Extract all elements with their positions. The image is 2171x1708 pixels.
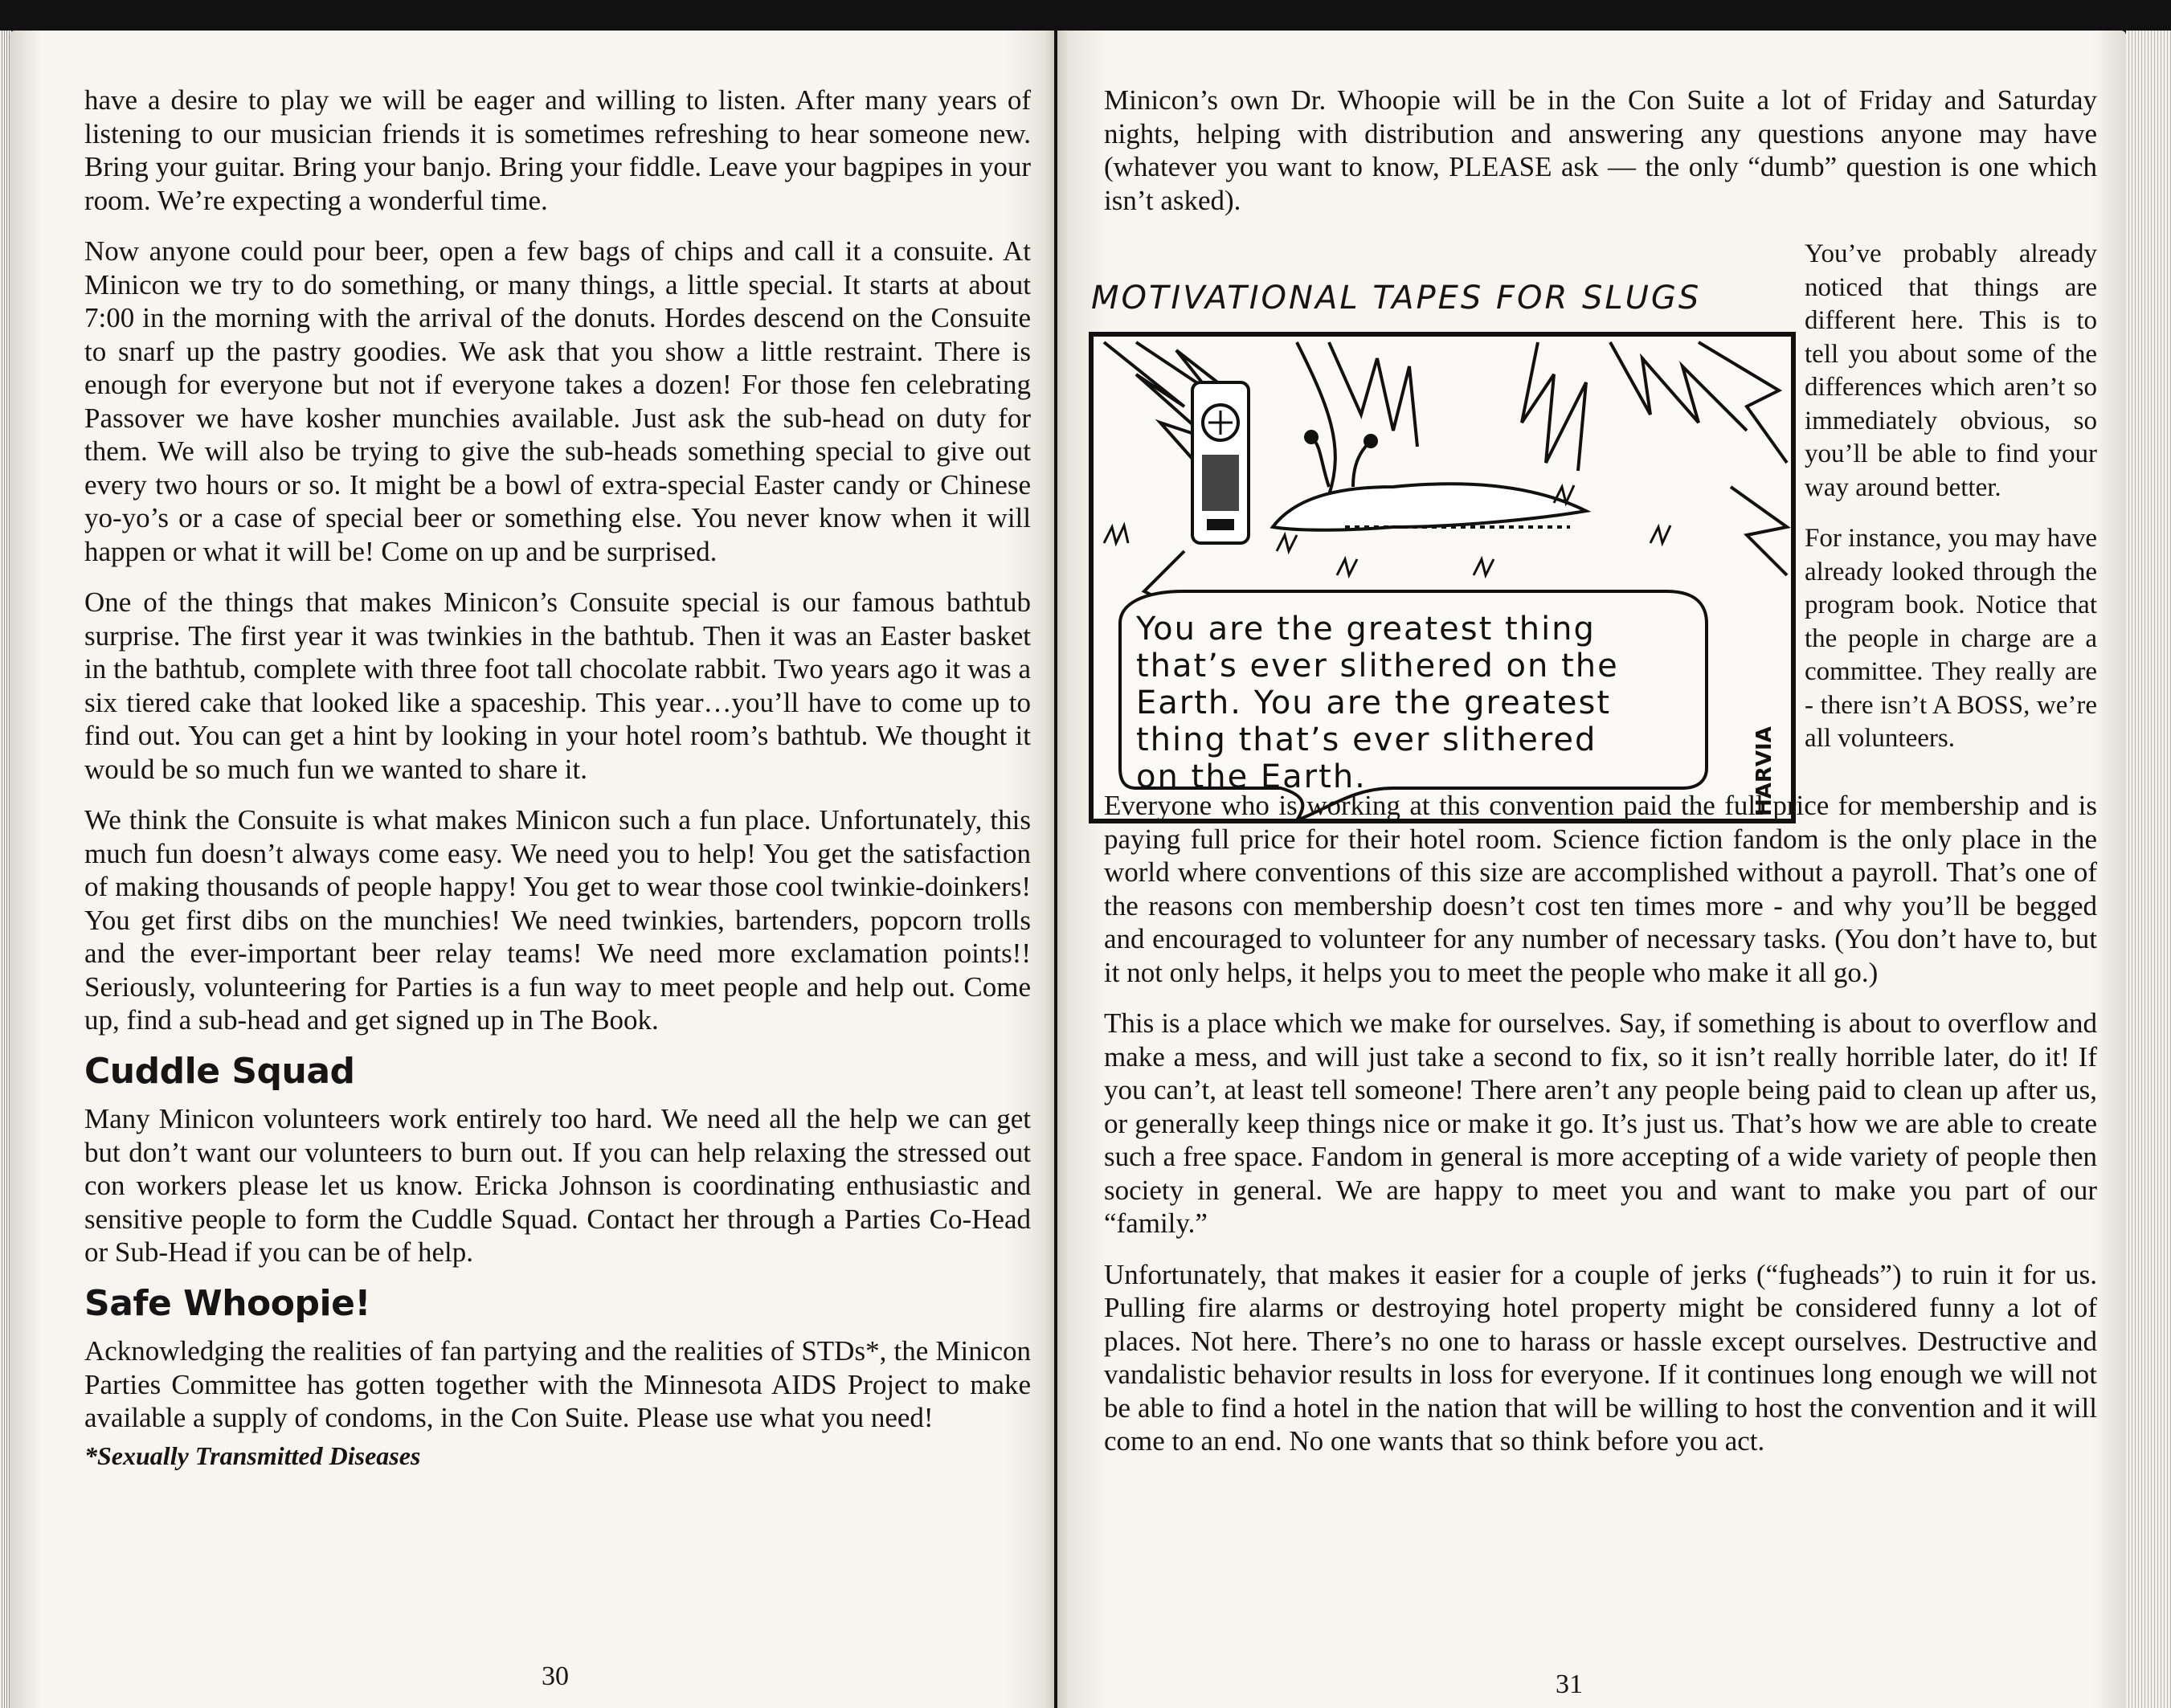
paragraph-dr-whoopie: Minicon’s own Dr. Whoopie will be in the Con Suite a lot of Friday and Saturday nights, helping with distribution and answering any questions anyone may have (whatever you want to know, PLEASE ask — the only “dumb” question is one which isn’t asked). xyxy=(1104,84,2097,216)
speech-line-4: thing that’s ever slithered xyxy=(1136,721,1597,758)
speech-line-2: that’s ever slithered on the xyxy=(1136,648,1619,684)
speech-line-3: Earth. You are the greatest xyxy=(1136,684,1612,721)
paragraph-our-place: This is a place which we make for ourselves. Say, if something is about to overflow and make a mess, and will just take a second to fix, so it isn’t really horrible later, do it! If you can’t, at least tell someone! There aren’t any people being paid to clean up after us, or generally keep things nice or make it go. It’s just us. That’s how we are able to create such a free space. Fandom in general is more accepting of a wide variety of people then society in general. We are happy to meet you and want to make you part of our “family.” xyxy=(1104,1007,2097,1239)
right-intro-column xyxy=(1104,84,2097,235)
footnote: *Sexually Transmitted Diseases xyxy=(84,1440,421,1470)
heading-safe-whoopie: Safe Whoopie! xyxy=(84,1282,370,1324)
paragraph-music: have a desire to play we will be eager and willing to listen. After many years of listening to our musician friends it is sometimes refreshing to hear someone new. Bring your guitar. Bring your banjo. Bring your fiddle. Leave your bagpipes in your room. We’re expecting a wonderful time. xyxy=(84,84,1031,216)
paragraph-committee: For instance, you may have already looked through the program book. Notice that the people in charge are a committee. They really are - there isn’t A BOSS, we’re all volunteers. xyxy=(1805,524,2097,753)
right-bottom-column xyxy=(1104,789,2097,1476)
speech-line-5: on the Earth. xyxy=(1136,758,1367,795)
paragraph-differences: You’ve probably already noticed that things are different here. This is to tell you about some of the differences which aren’t so immediately obvious, so you’ll be able to find your way around better. xyxy=(1805,239,2097,502)
speech-line-1: You are the greatest thing xyxy=(1136,611,1596,648)
heading-cuddle-squad: Cuddle Squad xyxy=(84,1050,355,1092)
paragraph-safe-whoopie: Acknowledging the realities of fan partying and the realities of STDs*, the Minicon Parties Committee has gotten together with the Minnesota AIDS Project to make available a supply of condoms, in the Con Suite. Please use what you need! xyxy=(84,1335,1031,1433)
right-page xyxy=(1057,31,2126,1708)
paragraph-volunteer: We think the Consuite is what makes Minicon such a fun place. Unfortunately, this much fun doesn’t always come easy. We need you to help! You get the satisfaction of making thousands of people happy! You get to wear those cool twinkie-doinkers! You get first dibs on the munchies! We need twinkies, bartenders, popcorn trolls and the ever-important beer relay teams! We need more exclamation points!! Seriously, volunteering for Parties is a fun way to meet people and help out. Come up, find a sub-head and get signed up in The Book. xyxy=(84,804,1031,1036)
left-page xyxy=(10,31,1054,1708)
slug-comic xyxy=(1088,286,1797,824)
page-number-left: 30 xyxy=(542,1661,569,1691)
page-number-right: 31 xyxy=(1556,1669,1583,1699)
left-column xyxy=(84,84,1031,1473)
tape-player-icon xyxy=(1192,382,1249,543)
right-side-column xyxy=(1805,238,2097,774)
comic-title: MOTIVATIONAL TAPES FOR SLUGS xyxy=(1091,280,1702,317)
paragraph-membership: Everyone who is working at this convention paid the full price for membership and is paying full price for their hotel room. Science fiction fandom is the only place in the world where conventions of this size are accomplished without a payroll. That’s one of the reasons con membership doesn’t cost ten times more - and why you’ll be begged and encouraged to volunteer for any number of necessary tasks. (You don’t have to, but it not only helps, it helps you to meet the people who make it all go.) xyxy=(1104,790,2097,988)
paragraph-cuddle-squad: Many Minicon volunteers work entirely too hard. We need all the help we can get but don’t want our volunteers to burn out. If you can help relaxing the stressed out con workers please let us know. Ericka Johnson is coordinating enthusiastic and sensitive people to form the Cuddle Squad. Contact her through a Parties Co-Head or Sub-Head if you can be of help. xyxy=(84,1103,1031,1268)
paragraph-consuite: Now anyone could pour beer, open a few bags of chips and call it a consuite. At Minicon we try to do something, or many things, a little special. It starts at about 7:00 in the morning with the arrival of the donuts. Hordes descend on the Consuite to snarf up the pastry goodies. We ask that you show a little restraint. There is enough for everyone but not if everyone takes a dozen! For those fen celebrating Passover we have kosher munchies available. Just ask the sub-head on duty for them. We will also be trying to give the sub-heads something special to give out every two hours or so. It might be a bowl of extra-special Easter candy or Chinese yo-yo’s or a case of special beer or something else. You never know when it will happen or what it will be! Come on up and be surprised. xyxy=(84,235,1031,567)
right-page-edges xyxy=(2126,31,2171,1708)
comic-signature: HARVIA xyxy=(1752,726,1776,816)
paragraph-bathtub: One of the things that makes Minicon’s Consuite special is our famous bathtub surprise. The first year it was twinkies in the bathtub. Then it was an Easter basket in the bathtub, complete with three foot tall chocolate rabbit. Two years ago it was a six tiered cake that looked like a spaceship. This year…you’ll have to come up to find out. You can get a hint by looking in your hotel room’s bathtub. We thought it would be so much fun we wanted to share it. xyxy=(84,586,1031,785)
paragraph-fugheads: Unfortunately, that makes it easier for a couple of jerks (“fugheads”) to ruin it for us. Pulling fire alarms or destroying hotel property might be considered funny a lot of places. Not here. There’s no one to harass or hassle except ourselves. Destructive and vandalistic behavior results in loss for everyone. If it continues long enough we will not be able to find a hotel in the nation that will be willing to host the convention and it will come to an end. No one wants that so think before you act. xyxy=(1104,1258,2097,1457)
